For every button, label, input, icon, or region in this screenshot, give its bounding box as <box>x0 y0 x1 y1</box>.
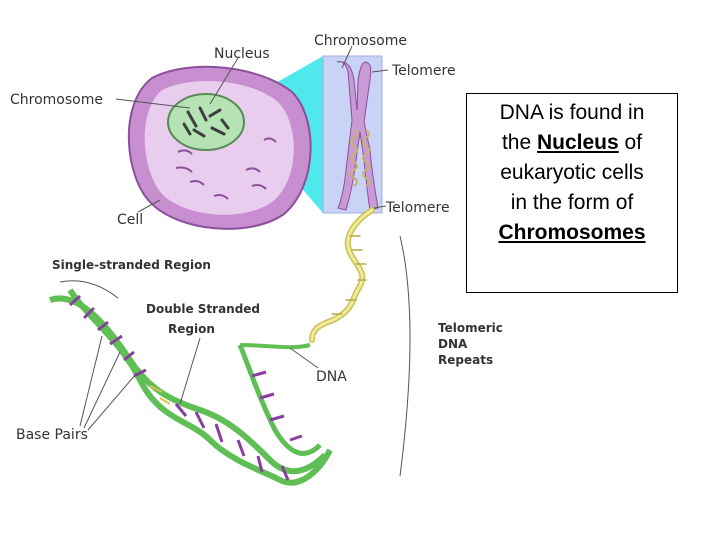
label-cell: Cell <box>117 212 144 228</box>
caption-line-1: DNA is found in <box>499 101 645 124</box>
label-chromosome-top: Chromosome <box>314 33 407 49</box>
caption-line-2-pre: the <box>501 131 537 154</box>
cell-illustration <box>129 67 311 229</box>
telomere-coil <box>312 210 372 340</box>
dna-helix <box>50 290 330 483</box>
caption-line-3: eukaryotic cells <box>500 161 644 184</box>
label-telomere-top: Telomere <box>392 63 456 79</box>
nucleus-shape <box>168 94 244 150</box>
label-telomeric-line3: Repeats <box>438 353 494 367</box>
label-base-pairs: Base Pairs <box>16 427 88 443</box>
label-double-stranded-line2: Region <box>168 322 215 336</box>
caption-chromosomes-emphasis: Chromosomes <box>498 221 646 244</box>
caption-line-2-post: of <box>618 131 643 154</box>
label-telomeric-line1: Telomeric <box>438 321 503 335</box>
label-nucleus: Nucleus <box>214 46 270 62</box>
label-chromosome-left: Chromosome <box>10 92 103 108</box>
label-double-stranded-line1: Double Stranded <box>146 302 261 316</box>
label-single-stranded: Single-stranded Region <box>52 258 211 272</box>
label-telomeric-line2: DNA <box>438 337 468 351</box>
caption-box <box>466 93 678 293</box>
caption-line-2 <box>473 128 671 158</box>
label-dna: DNA <box>316 369 347 385</box>
caption-line-4: in the form of <box>510 191 634 214</box>
label-telomere-mid: Telomere <box>386 200 450 216</box>
caption-nucleus-emphasis: Nucleus <box>536 131 619 154</box>
caption-line-5 <box>473 218 671 248</box>
